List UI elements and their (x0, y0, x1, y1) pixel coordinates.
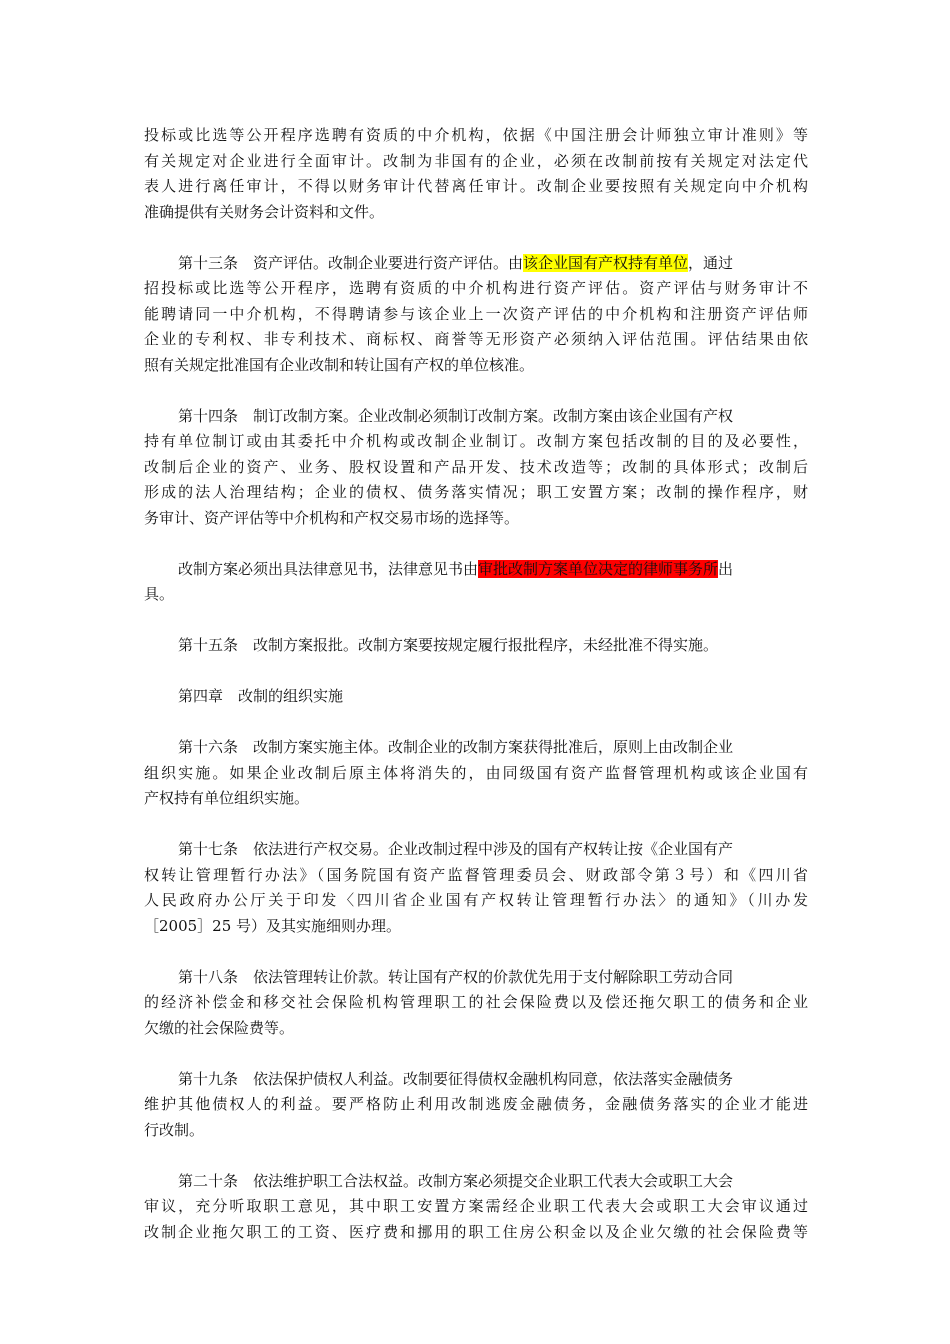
text-line: 改制企业拖欠职工的工资、医疗费和挪用的职工住房公积金以及企业欠缴的社会保险费等 (144, 1222, 808, 1241)
yellow-highlight: 该企业国有产权持有单位 (523, 253, 689, 272)
text-line: 持有单位制订或由其委托中介机构或改制企业制订。改制方案包括改制的目的及必要性， (144, 432, 808, 450)
text-line: 准确提供有关财务会计资料和文件。 (144, 202, 385, 221)
text-line (144, 404, 808, 430)
text-line: 产权持有单位组织实施。 (144, 789, 310, 807)
text-line: 形成的法人治理结构；企业的债权、债务落实情况；职工安置方案；改制的操作程序，财 (144, 483, 808, 501)
text-line: 企业的专利权、非专利技术、商标权、商誉等无形资产必须纳入评估范围。评估结果由依 (144, 330, 808, 348)
article-15-text: 第十五条 改制方案报批。改制方案要按规定履行报批程序，未经批准不得实施。 (178, 636, 719, 654)
article-13-lead: 第十三条 资产评估。改制企业要进行资产评估。由 (178, 253, 524, 272)
text-line: 权转让管理暂行办法》（国务院国有资产监督管理委员会、财政部令第３号）和《四川省 (144, 865, 808, 884)
article-16 (144, 735, 808, 812)
article-20 (144, 1169, 808, 1246)
text-line (144, 837, 808, 863)
article-19 (144, 1067, 808, 1144)
text-line (144, 684, 808, 710)
text-line: 务审计、资产评估等中介机构和产权交易市场的选择等。 (144, 508, 520, 527)
text-line: 审议，充分听取职工意见，其中职工安置方案需经企业职工代表大会或职工大会审议通过 (144, 1197, 808, 1215)
text-line: 能聘请同一中介机构，不得聘请参与该企业上一次资产评估的中介机构和注册资产评估师 (144, 304, 808, 323)
article-18-lead: 第十八条 依法管理转让价款。转让国有产权的价款优先用于支付解除职工劳动合同 (178, 967, 734, 986)
text-line: ［2005］25 号）及其实施细则办理。 (144, 916, 402, 935)
text-line: 组织实施。如果企业改制后原主体将消失的，由同级国有资产监督管理机构或该企业国有 (144, 763, 808, 782)
text-line (144, 735, 808, 761)
legal-opinion-paragraph (144, 557, 808, 608)
article-18 (144, 965, 808, 1042)
legal-opinion-lead-end: 出 (718, 559, 734, 578)
article-17-lead: 第十七条 依法进行产权交易。企业改制过程中涉及的国有产权转让按《企业国有产 (178, 840, 734, 858)
article-19-lead: 第十九条 依法保护债权人利益。改制要征得债权金融机构同意，依法落实金融债务 (178, 1069, 734, 1088)
text-line: 改制后企业的资产、业务、股权设置和产品开发、技术改造等；改制的具体形式；改制后 (144, 457, 808, 476)
text-line (144, 1169, 808, 1195)
article-14 (144, 404, 808, 532)
text-line: 有关规定对企业进行全面审计。改制为非国有的企业，必须在改制前按有关规定对法定代 (144, 151, 808, 170)
article-20-lead: 第二十条 依法维护职工合法权益。改制方案必须提交企业职工代表大会或职工大会 (178, 1171, 734, 1190)
chapter-4-heading (144, 684, 808, 710)
text-line (144, 1067, 808, 1093)
text-line: 照有关规定批准国有企业改制和转让国有产权的单位核准。 (144, 355, 535, 374)
article-16-lead: 第十六条 改制方案实施主体。改制企业的改制方案获得批准后，原则上由改制企业 (178, 738, 734, 756)
text-line: 维护其他债权人的利益。要严格防止利用改制逃废金融债务，金融债务落实的企业才能进 (144, 1095, 808, 1113)
text-line (144, 633, 808, 659)
article-17 (144, 837, 808, 939)
legal-opinion-lead: 改制方案必须出具法律意见书，法律意见书由 (178, 559, 479, 578)
text-line: 表人进行离任审计，不得以财务审计代替离任审计。改制企业要按照有关规定向中介机构 (144, 177, 808, 195)
article-13 (144, 251, 808, 379)
text-line: 人民政府办公厅关于印发〈四川省企业国有产权转让管理暂行办法〉的通知》（川办发 (144, 891, 808, 909)
text-line: 欠缴的社会保险费等。 (144, 1018, 295, 1037)
red-highlight: 审批改制方案单位决定的律师事务所 (478, 559, 719, 578)
text-line: 投标或比选等公开程序选聘有资质的中介机构，依据《中国注册会计师独立审计准则》等 (144, 126, 808, 144)
text-line (144, 965, 808, 991)
text-line (144, 557, 808, 583)
text-line: 招投标或比选等公开程序，选聘有资质的中介机构进行资产评估。资产评估与财务审计不 (144, 279, 808, 297)
text-line: 的经济补偿金和移交社会保险机构管理职工的社会保险费以及偿还拖欠职工的债务和企业 (144, 993, 808, 1011)
chapter-title: 第四章 改制的组织实施 (178, 687, 344, 705)
article-13-lead-end: ，通过 (688, 253, 734, 272)
text-line: 行改制。 (144, 1120, 205, 1139)
paragraph-audit-continued (144, 123, 808, 225)
document-page (144, 123, 808, 1245)
text-line: 具。 (144, 585, 175, 603)
text-line (144, 251, 808, 277)
article-14-lead: 第十四条 制订改制方案。企业改制必须制订改制方案。改制方案由该企业国有产权 (178, 406, 734, 425)
article-15 (144, 633, 808, 659)
